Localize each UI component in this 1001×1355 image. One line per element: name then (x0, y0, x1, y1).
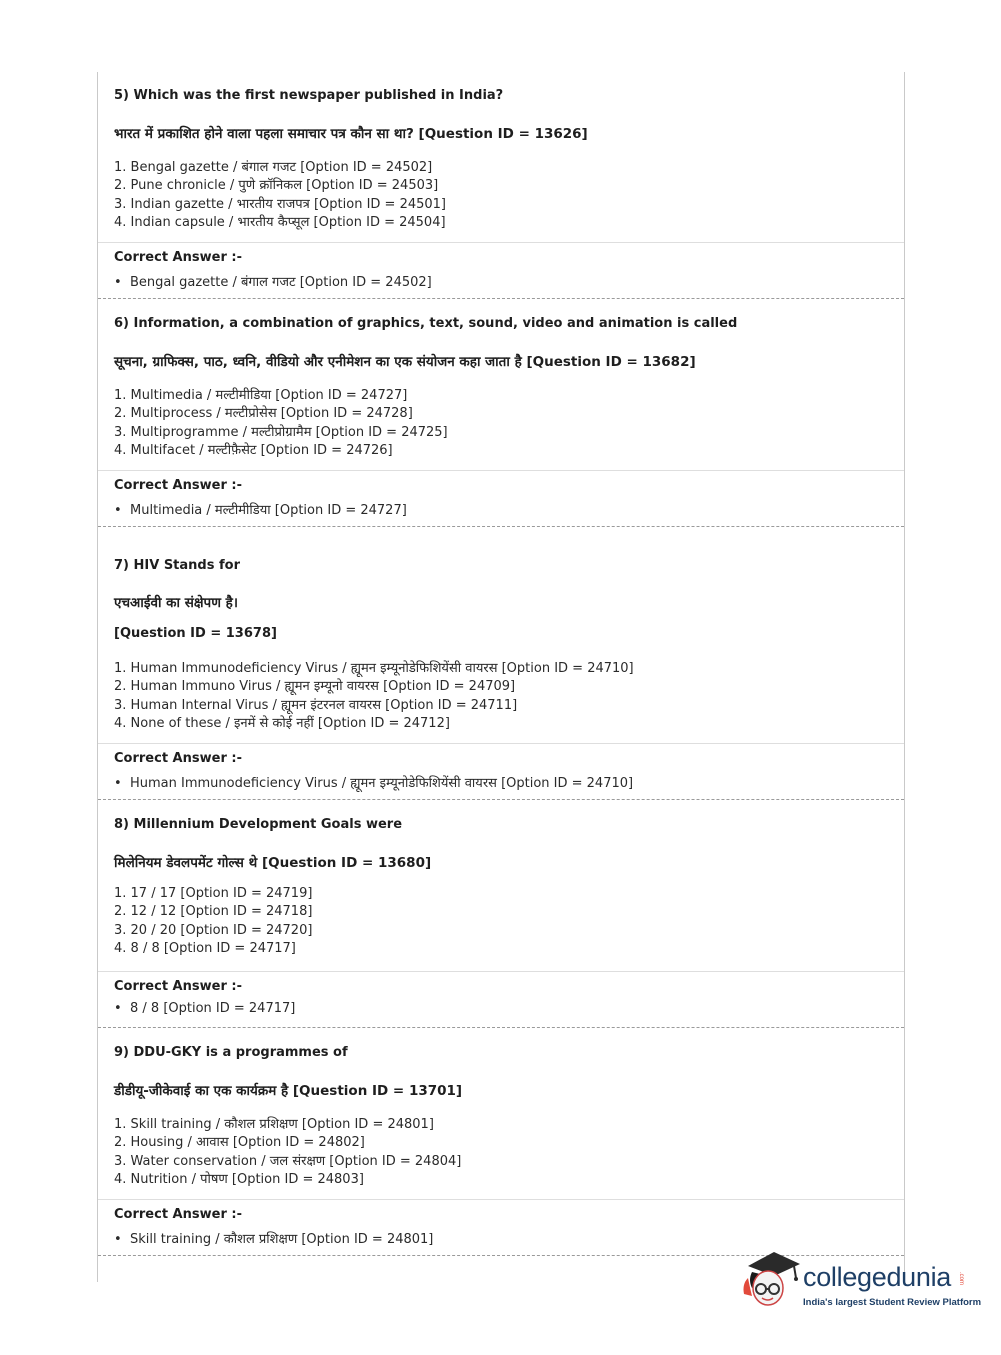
option-item: 3. 20 / 20 [Option ID = 24720] (114, 923, 313, 938)
option-item: 3. Human Internal Virus / ह्यूमन इंटरनल वायरस [Option ID = 24711] (114, 698, 518, 713)
bullet-icon: • (114, 503, 122, 518)
option-item: 2. Pune chronicle / पुणे क्रॉनिकल [Option ID = 24503] (114, 178, 439, 193)
correct-answer (114, 773, 633, 791)
correct-answer (114, 1001, 295, 1016)
section-divider (98, 743, 904, 744)
correct-answer-text: 8 / 8 [Option ID = 24717] (130, 1001, 296, 1016)
graduate-mascot-icon (740, 1248, 804, 1312)
question-hindi: एचआईवी का संक्षेपण है। (114, 595, 238, 611)
logo-wordmark: collegedunia (803, 1262, 952, 1292)
bullet-icon: • (114, 776, 122, 791)
correct-answer (114, 272, 432, 290)
option-item: 4. None of these / इनमें से कोई नहीं [Option ID = 24712] (114, 716, 450, 731)
bullet-icon: • (114, 1232, 122, 1247)
question-divider (98, 1027, 904, 1028)
question-title: 5) Which was the first newspaper published in India? (114, 88, 504, 103)
bullet-icon: • (114, 275, 122, 290)
correct-answer-label: Correct Answer :- (114, 751, 242, 766)
logo-suffix: .com (958, 1272, 964, 1286)
correct-answer-text: Bengal gazette / बंगाल गजट [Option ID = 24502] (130, 275, 432, 290)
section-divider (98, 242, 904, 243)
option-item: 3. Multiprogramme / मल्टीप्रोग्रामैम [Option ID = 24725] (114, 425, 448, 440)
question-title: 7) HIV Stands for (114, 558, 240, 573)
question-title: 6) Information, a combination of graphics, text, sound, video and animation is called (114, 316, 738, 331)
option-item: 2. 12 / 12 [Option ID = 24718] (114, 904, 313, 919)
question-title: 8) Millennium Development Goals were (114, 817, 403, 832)
correct-answer-label: Correct Answer :- (114, 250, 242, 265)
section-divider (98, 470, 904, 471)
option-item: 2. Multiprocess / मल्टीप्रोसेस [Option ID = 24728] (114, 406, 413, 421)
question-hindi: भारत में प्रकाशित होने वाला पहला समाचार पत्र कौन सा था? [Question ID = 13626] (114, 126, 588, 142)
option-item: 4. 8 / 8 [Option ID = 24717] (114, 941, 296, 956)
option-item: 4. Indian capsule / भारतीय कैप्सूल [Option ID = 24504] (114, 215, 446, 230)
option-item: 4. Nutrition / पोषण [Option ID = 24803] (114, 1172, 364, 1187)
correct-answer-text: Multimedia / मल्टीमीडिया [Option ID = 24727] (130, 503, 407, 518)
page-frame (97, 72, 905, 1282)
correct-answer (114, 500, 407, 518)
question-divider (98, 298, 904, 299)
bullet-icon: • (114, 1001, 122, 1016)
correct-answer-text: Skill training / कौशल प्रशिक्षण [Option ID = 24801] (130, 1232, 434, 1247)
question-divider (98, 799, 904, 800)
option-item: 1. 17 / 17 [Option ID = 24719] (114, 886, 313, 901)
option-item: 3. Water conservation / जल संरक्षण [Option ID = 24804] (114, 1154, 462, 1169)
correct-answer (114, 1229, 433, 1247)
logo-tagline: India's largest Student Review Platform (803, 1297, 982, 1308)
question-hindi: सूचना, ग्राफिक्स, पाठ, ध्वनि, वीडियो और एनीमेशन का एक संयोजन कहा जाता है [Question ID = 13682] (114, 354, 696, 370)
question-title: 9) DDU-GKY is a programmes of (114, 1045, 348, 1060)
question-hindi: डीडीयू-जीकेवाई का एक कार्यक्रम है [Question ID = 13701] (114, 1083, 463, 1099)
section-divider (98, 971, 904, 972)
option-item: 3. Indian gazette / भारतीय राजपत्र [Option ID = 24501] (114, 197, 447, 212)
option-item: 1. Multimedia / मल्टीमीडिया [Option ID = 24727] (114, 388, 408, 403)
option-item: 1. Skill training / कौशल प्रशिक्षण [Option ID = 24801] (114, 1117, 434, 1132)
correct-answer-text: Human Immunodeficiency Virus / ह्यूमन इम्यूनोडेफिशियेंसी वायरस [Option ID = 24710] (130, 776, 634, 791)
correct-answer-label: Correct Answer :- (114, 1207, 242, 1222)
option-item: 1. Bengal gazette / बंगाल गजट [Option ID = 24502] (114, 160, 433, 175)
option-item: 1. Human Immunodeficiency Virus / ह्यूमन इम्यूनोडेफिशियेंसी वायरस [Option ID = 24710] (114, 661, 634, 676)
question-divider (98, 526, 904, 527)
option-item: 2. Human Immuno Virus / ह्यूमन इम्यूनो वायरस [Option ID = 24709] (114, 679, 516, 694)
question-id: [Question ID = 13678] (114, 626, 277, 641)
option-item: 4. Multifacet / मल्टीफ़ैसेट [Option ID = 24726] (114, 443, 393, 458)
collegedunia-logo (740, 1248, 980, 1320)
correct-answer-label: Correct Answer :- (114, 979, 242, 994)
section-divider (98, 1199, 904, 1200)
question-hindi: मिलेनियम डेवलपमेंट गोल्स थे [Question ID = 13680] (114, 855, 432, 871)
correct-answer-label: Correct Answer :- (114, 478, 242, 493)
option-item: 2. Housing / आवास [Option ID = 24802] (114, 1135, 365, 1150)
